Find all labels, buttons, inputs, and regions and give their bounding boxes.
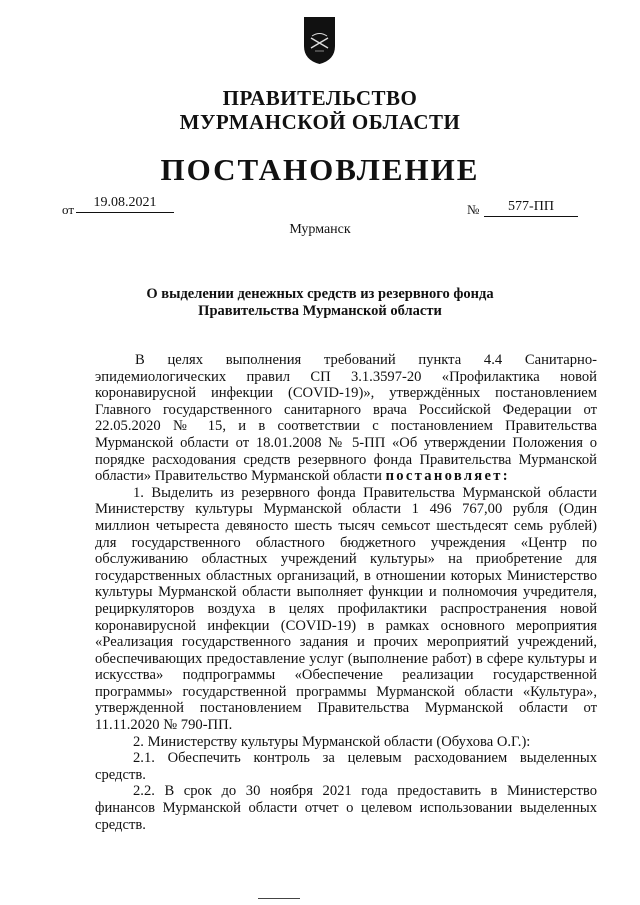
item-1-paragraph: 1. Выделить из резервного фонда Правительства Мурманской области Министерству культуры Мурманской области 1 496 767,00 рубля (Один миллион четыреста девяносто шесть тысяч семьсот шестьдесят семь рублей) для государственного областного бюджетного учреждения «Центр по обслуживанию областных учреждений культуры» на приобретение для государственных областных организаций, в отношении которых Министерство культуры Мурманской области выполняет функции и полномочия учредителя, рециркуляторов воздуха в целях профилактики распространения новой коронавирусной инфекции (COVID-19) в рамках основного мероприятия «Реализация государственного задания и прочих мероприятий учреждений, обеспечивающих предоставление услуг (выполнение работ) в сфере культуры и искусства» подпрограммы «Обеспечение реализации государственной программы» государственной программы Мурманской области «Культура», утвержденной постановлением Правительства Мурманской области от 11.11.2020 № 790-ПП. — [95, 484, 597, 734]
document-type: ПОСТАНОВЛЕНИЕ — [160, 152, 480, 187]
region-title: МУРМАНСКОЙ ОБЛАСТИ — [179, 110, 461, 134]
item-2-paragraph: 2. Министерству культуры Мурманской области (Обухова О.Г.): — [133, 733, 531, 750]
decree-word: постановляет: — [385, 468, 510, 485]
preamble-paragraph — [95, 352, 597, 485]
page-footer-divider — [258, 898, 300, 899]
number-prefix: № — [467, 202, 480, 217]
date-prefix: от — [62, 202, 75, 217]
subject-line-2: Правительства Мурманской области — [198, 303, 442, 319]
government-title: ПРАВИТЕЛЬСТВО — [222, 86, 418, 110]
subject-line-1: О выделении денежных средств из резервного фонда — [146, 286, 494, 302]
preamble-text: В целях выполнения требований пункта 4.4 Санитарно-эпидемиологических правил СП 3.1.3597-20 «Профилактика новой коронавирусной инфекции (COVID-19)», утверждённых постановлением Главного государственного санитарного врача Российской Федерации от 22.05.2020 № 15, и в соответствии с постановлением Правительства Мурманской области от 18.01.2008 № 5-ПП «Об утверждении Положения о порядке расходования средств резервного фонда Правительства Мурманской области» Правительство Мурманской области — [95, 352, 597, 485]
document-date: 19.08.2021 — [76, 195, 174, 213]
item-2-1-paragraph: 2.1. Обеспечить контроль за целевым расходованием выделенных средств. — [95, 750, 597, 783]
document-number: 577-ПП — [484, 199, 578, 217]
document-body — [95, 352, 597, 833]
coat-of-arms-icon — [303, 16, 336, 65]
city: Мурманск — [289, 222, 351, 237]
item-2-2-paragraph: 2.2. В срок до 30 ноября 2021 года предоставить в Министерство финансов Мурманской области отчет о целевом использовании выделенных средств. — [95, 783, 597, 833]
document-subject — [100, 286, 540, 320]
